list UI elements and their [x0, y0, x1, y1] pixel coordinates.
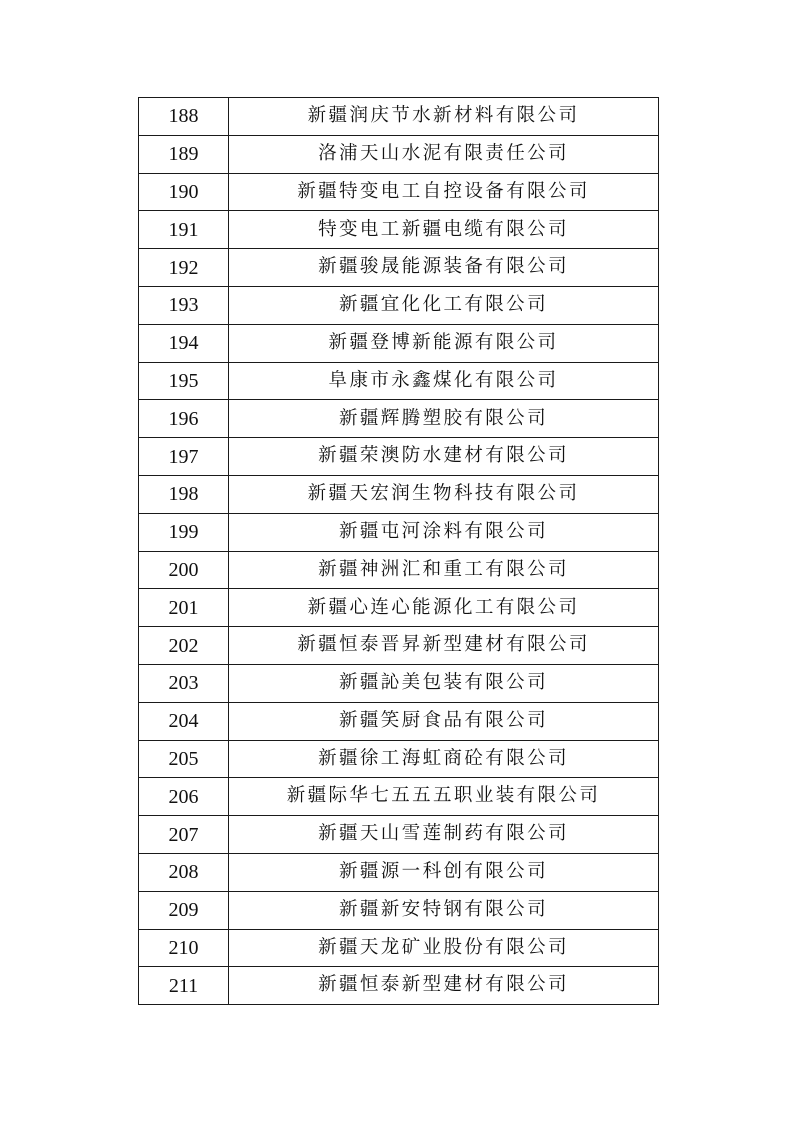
row-number-cell: 205	[139, 740, 229, 778]
table-row	[139, 816, 659, 854]
table-row	[139, 286, 659, 324]
row-number-cell: 201	[139, 589, 229, 627]
company-name-cell: 新疆辉腾塑胶有限公司	[229, 400, 659, 438]
row-number-cell: 197	[139, 438, 229, 476]
company-name-cell: 新疆润庆节水新材料有限公司	[229, 98, 659, 136]
table-row	[139, 249, 659, 287]
company-name-cell: 新疆訫美包装有限公司	[229, 664, 659, 702]
row-number-cell: 190	[139, 173, 229, 211]
table-row	[139, 967, 659, 1005]
company-name-cell: 新疆天山雪莲制药有限公司	[229, 816, 659, 854]
table-row	[139, 778, 659, 816]
company-name-cell: 新疆心连心能源化工有限公司	[229, 589, 659, 627]
row-number-cell: 198	[139, 475, 229, 513]
company-list-body	[139, 98, 659, 1005]
row-number-cell: 194	[139, 324, 229, 362]
table-row	[139, 98, 659, 136]
row-number-cell: 196	[139, 400, 229, 438]
company-name-cell: 新疆源一科创有限公司	[229, 853, 659, 891]
table-row	[139, 627, 659, 665]
table-row	[139, 400, 659, 438]
table-row	[139, 475, 659, 513]
row-number-cell: 208	[139, 853, 229, 891]
company-name-cell: 新疆恒泰新型建材有限公司	[229, 967, 659, 1005]
row-number-cell: 195	[139, 362, 229, 400]
table-row	[139, 362, 659, 400]
company-name-cell: 新疆神洲汇和重工有限公司	[229, 551, 659, 589]
table-row	[139, 702, 659, 740]
table-row	[139, 173, 659, 211]
table-row	[139, 664, 659, 702]
table-row	[139, 135, 659, 173]
company-name-cell: 新疆屯河涂料有限公司	[229, 513, 659, 551]
company-name-cell: 新疆宜化化工有限公司	[229, 286, 659, 324]
company-list-table	[138, 97, 659, 1005]
table-row	[139, 324, 659, 362]
company-name-cell: 新疆徐工海虹商砼有限公司	[229, 740, 659, 778]
company-name-cell: 新疆新安特钢有限公司	[229, 891, 659, 929]
company-name-cell: 新疆际华七五五五职业装有限公司	[229, 778, 659, 816]
company-name-cell: 新疆恒泰晋昇新型建材有限公司	[229, 627, 659, 665]
row-number-cell: 203	[139, 664, 229, 702]
row-number-cell: 204	[139, 702, 229, 740]
company-name-cell: 新疆登博新能源有限公司	[229, 324, 659, 362]
company-name-cell: 新疆天龙矿业股份有限公司	[229, 929, 659, 967]
company-name-cell: 新疆天宏润生物科技有限公司	[229, 475, 659, 513]
row-number-cell: 199	[139, 513, 229, 551]
company-name-cell: 阜康市永鑫煤化有限公司	[229, 362, 659, 400]
company-name-cell: 新疆骏晟能源装备有限公司	[229, 249, 659, 287]
row-number-cell: 200	[139, 551, 229, 589]
company-name-cell: 新疆特变电工自控设备有限公司	[229, 173, 659, 211]
table-row	[139, 211, 659, 249]
row-number-cell: 188	[139, 98, 229, 136]
company-name-cell: 新疆笑厨食品有限公司	[229, 702, 659, 740]
company-name-cell: 洛浦天山水泥有限责任公司	[229, 135, 659, 173]
row-number-cell: 202	[139, 627, 229, 665]
row-number-cell: 206	[139, 778, 229, 816]
row-number-cell: 189	[139, 135, 229, 173]
table-row	[139, 929, 659, 967]
table-row	[139, 740, 659, 778]
row-number-cell: 210	[139, 929, 229, 967]
row-number-cell: 191	[139, 211, 229, 249]
company-name-cell: 新疆荣澳防水建材有限公司	[229, 438, 659, 476]
table-row	[139, 853, 659, 891]
table-row	[139, 513, 659, 551]
company-name-cell: 特变电工新疆电缆有限公司	[229, 211, 659, 249]
row-number-cell: 211	[139, 967, 229, 1005]
table-row	[139, 551, 659, 589]
table-row	[139, 891, 659, 929]
row-number-cell: 207	[139, 816, 229, 854]
table-row	[139, 438, 659, 476]
table-row	[139, 589, 659, 627]
row-number-cell: 192	[139, 249, 229, 287]
row-number-cell: 209	[139, 891, 229, 929]
row-number-cell: 193	[139, 286, 229, 324]
